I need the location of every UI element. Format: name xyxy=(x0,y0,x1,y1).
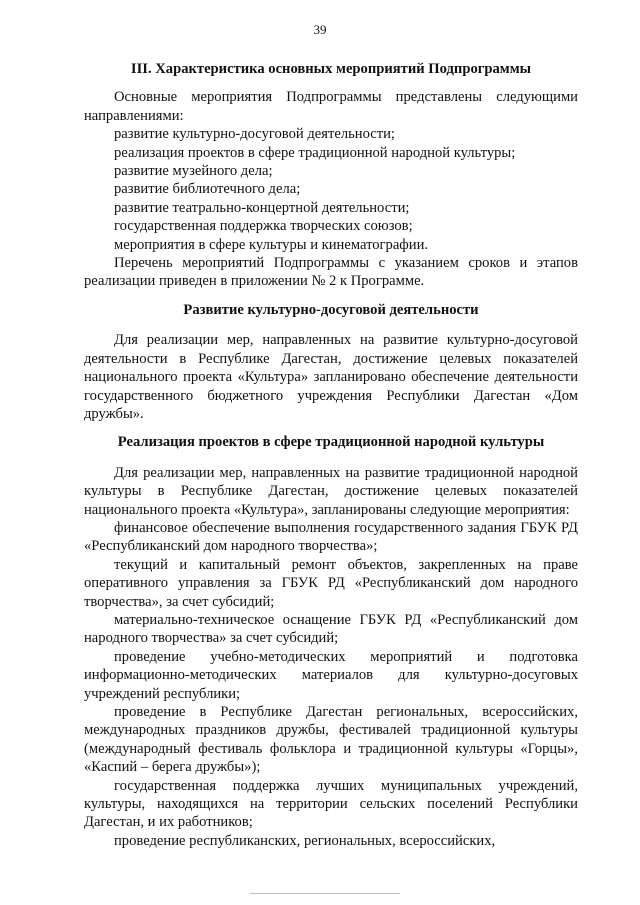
direction-item: реализация проектов в сфере традиционной народной культуры; xyxy=(114,144,516,161)
section-heading-cultural-leisure: Развитие культурно-досуговой деятельности xyxy=(183,301,479,318)
section-title: III. Характеристика основных мероприятий Подпрограммы xyxy=(130,61,532,77)
list-note-paragraph: Перечень мероприятий Подпрограммы с указанием сроков и этапов реализации приведен в приложении № 2 к Программе. xyxy=(84,255,578,290)
direction-item: развитие театрально-концертной деятельности; xyxy=(114,199,410,216)
scan-mark-line xyxy=(250,893,400,894)
folk-culture-item: текущий и капитальный ремонт объектов, закрепленных на праве оперативного управления за ГБУК РД «Республиканский дом народного творчества», за счет субсидий; xyxy=(84,556,578,610)
section-heading-folk-culture: Реализация проектов в сфере традиционной народной культуры xyxy=(117,434,545,451)
direction-item: развитие библиотечного дела; xyxy=(114,181,301,198)
direction-item: развитие культурно-досуговой деятельности; xyxy=(114,126,395,143)
direction-item: развитие музейного дела; xyxy=(114,163,273,180)
cultural-leisure-paragraph: Для реализации мер, направленных на развитие культурно-досуговой деятельности в Республике Дагестан, достижение целевых показателей национального проекта «Культура» запланировано обеспечение деятельности государственного бюджетного учреждения Республики Дагестан «Дом дружбы». xyxy=(84,332,578,422)
folk-culture-item: проведение учебно-методических мероприятий и подготовка информационно-методических материалов для культурно-досуговых учреждений республики; xyxy=(84,648,578,702)
direction-item: государственная поддержка творческих союзов; xyxy=(114,218,413,235)
folk-culture-item: материально-техническое оснащение ГБУК РД «Республиканский дом народного творчества» за счет субсидий; xyxy=(84,611,578,647)
direction-item: мероприятия в сфере культуры и кинематографии. xyxy=(114,236,429,253)
folk-culture-item: финансовое обеспечение выполнения государственного задания ГБУК РД «Республиканский дом народного творчества»; xyxy=(84,519,578,555)
folk-culture-item: государственная поддержка лучших муниципальных учреждений, культуры, находящихся на территории сельских поселений Республики Дагестан, и их работников; xyxy=(84,777,578,831)
intro-paragraph: Основные мероприятия Подпрограммы представлены следующими направлениями: xyxy=(84,89,578,124)
folk-culture-item: проведение республиканских, региональных, всероссийских, xyxy=(114,832,496,849)
folk-culture-item: проведение в Республике Дагестан региональных, всероссийских, международных праздников дружбы, фестивалей традиционной культуры (международный фестиваль фольклора и традиционной культуры «Горцы», «Каспий – берега дружбы»); xyxy=(84,704,578,776)
folk-culture-intro-paragraph: Для реализации мер, направленных на развитие традиционной народной культуры в Республике Дагестан, достижение целевых показателей национального проекта «Культура», запланированы следующие мероприятия: xyxy=(84,464,578,518)
page-number: 39 xyxy=(313,22,327,37)
page-content xyxy=(84,60,578,850)
